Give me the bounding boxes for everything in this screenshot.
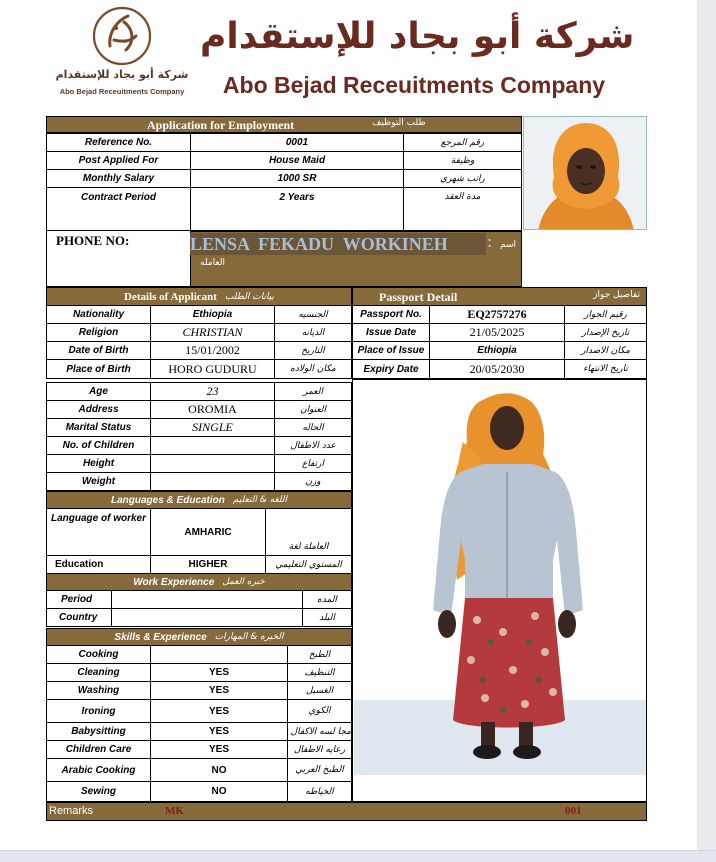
languages-header [46, 491, 352, 509]
skill-arabic-cooking-value: NO [150, 758, 288, 782]
age-label-ar: العمر [274, 382, 352, 401]
children-value [150, 436, 275, 455]
remarks-number: 001 [565, 805, 582, 817]
languages-title-ar: اللغه & التعليم [232, 495, 288, 505]
place-issue-label: Place of Issue [352, 341, 430, 360]
skill-ironing-value: YES [150, 699, 288, 723]
applicant-title-ar: بيانات الطلب [224, 291, 274, 302]
age-value: 23 [150, 382, 275, 401]
nationality-label: Nationality [46, 305, 151, 324]
work-header [46, 573, 352, 591]
work-title-ar: خبره العمل [222, 577, 265, 587]
applicant-header [46, 287, 352, 306]
header-logo [52, 2, 192, 100]
dob-label-ar: التاريخ [274, 341, 352, 360]
education-value: HIGHER [150, 555, 266, 574]
weight-label: Weight [46, 472, 151, 491]
religion-value: CHRISTIAN [150, 323, 275, 342]
remarks-label: Remarks [49, 805, 94, 817]
language-value: AMHARIC [150, 508, 266, 556]
religion-label: Religion [46, 323, 151, 342]
skill-childcare-value: YES [150, 740, 288, 759]
skill-sewing-value: NO [150, 781, 288, 802]
skill-cooking-label: Cooking [46, 645, 151, 664]
place-issue-value: Ethiopia [429, 341, 565, 360]
scrollbar[interactable] [697, 0, 716, 850]
weight-label-ar: وزن [274, 472, 352, 491]
skills-title: Skills & Experience [114, 631, 207, 643]
applicant-headshot [523, 116, 647, 230]
nationality-value: Ethiopia [150, 305, 275, 324]
application-title: Application for Employment [147, 118, 295, 132]
contract-value: 2 Years [190, 187, 404, 231]
salary-label: Monthly Salary [46, 169, 191, 188]
salary-label-ar: راتب شهري [403, 169, 522, 188]
country-value [111, 608, 303, 627]
skill-arabic-cooking-label: Arabic Cooking [46, 758, 151, 782]
age-label: Age [46, 382, 151, 401]
skill-childcare-label-ar: رعايه الاطفال [287, 740, 352, 759]
expiry-label: Expiry Date [352, 359, 430, 379]
skill-ironing-label: Ironing [46, 699, 151, 723]
dob-value: 15/01/2002 [150, 341, 275, 360]
skill-arabic-cooking-label-ar: الطبخ العربي [287, 758, 352, 782]
skill-babysitting-label: Babysitting [46, 722, 151, 741]
ref-label: Reference No. [46, 133, 191, 152]
remarks-code: MK [165, 805, 184, 817]
height-label-ar: ارتفاع [274, 454, 352, 473]
nationality-label-ar: الجنسيه [274, 305, 352, 324]
address-label-ar: العنوان [274, 400, 352, 419]
post-label: Post Applied For [46, 151, 191, 170]
education-label-ar: المستوي التعليمي [265, 555, 352, 574]
skill-washing-label: Washing [46, 681, 151, 700]
dob-label: Date of Birth [46, 341, 151, 360]
contract-label-ar: مدة العقد [403, 187, 522, 231]
place-issue-label-ar: مكان الاصدار [564, 341, 647, 360]
passport-no-value: EQ2757276 [429, 305, 565, 324]
marital-label-ar: الحاله [274, 418, 352, 437]
religion-label-ar: الديانه [274, 323, 352, 342]
status-bar [0, 850, 716, 862]
pob-value: HORO GUDURU [150, 359, 275, 379]
expiry-value: 20/05/2030 [429, 359, 565, 379]
education-label: Education [46, 555, 151, 574]
marital-value: SINGLE [150, 418, 275, 437]
passport-title: Passport Detail [379, 290, 458, 304]
skill-cleaning-label-ar: التنظيف [287, 663, 352, 682]
period-label-ar: المده [302, 590, 352, 609]
skill-babysitting-value: YES [150, 722, 288, 741]
skills-header [46, 628, 352, 646]
skill-cleaning-label: Cleaning [46, 663, 151, 682]
skill-cooking-value [150, 645, 288, 664]
post-value: House Maid [190, 151, 404, 170]
skills-title-ar: الخبره & المهارات [214, 632, 284, 642]
passport-no-label-ar: رقيم الجواز [564, 305, 647, 324]
application-title-bar [46, 116, 522, 133]
pob-label: Place of Birth [46, 359, 151, 379]
work-title: Work Experience [133, 576, 215, 588]
worker-name-label-ar2: العامله [200, 258, 225, 268]
country-label-ar: البلد [302, 608, 352, 627]
issue-date-label: Issue Date [352, 323, 430, 342]
passport-header [352, 287, 647, 306]
country-label: Country [46, 608, 112, 627]
skill-sewing-label: Sewing [46, 781, 151, 802]
language-label: Language of worker [46, 508, 151, 556]
company-logo-icon [52, 2, 192, 74]
address-value: OROMIA [150, 400, 275, 419]
ref-value: 0001 [190, 133, 404, 152]
skill-sewing-label-ar: الخياطه [287, 781, 352, 802]
skill-washing-value: YES [150, 681, 288, 700]
address-label: Address [46, 400, 151, 419]
children-label: No. of Children [46, 436, 151, 455]
worker-name-label-ar: اسم [500, 240, 517, 250]
expiry-label-ar: تاريخ الانتهاء [564, 359, 647, 379]
logo-english-text: Abo Bejad Receuitments Company [59, 87, 185, 96]
ref-label-ar: رقم المرجع [403, 133, 522, 152]
logo-arabic-text: شركة أبو بجاد للإستقدام [55, 68, 189, 81]
applicant-title: Details of Applicant [124, 290, 217, 303]
period-label: Period [46, 590, 112, 609]
skill-cooking-label-ar: الطبخ [287, 645, 352, 664]
post-label-ar: وظيفة [403, 151, 522, 170]
weight-value [150, 472, 275, 491]
worker-name-colon: : [487, 234, 493, 251]
remarks-bar [46, 802, 647, 821]
applicant-full-photo [352, 379, 647, 802]
height-value [150, 454, 275, 473]
passport-no-label: Passport No. [352, 305, 430, 324]
skill-ironing-label-ar: الكوي [287, 699, 352, 723]
application-title-ar: طلب التوظيف [372, 118, 426, 128]
skill-washing-label-ar: الغسيل [287, 681, 352, 700]
skill-cleaning-value: YES [150, 663, 288, 682]
marital-label: Marital Status [46, 418, 151, 437]
issue-date-value: 21/05/2025 [429, 323, 565, 342]
contract-label: Contract Period [46, 187, 191, 231]
children-label-ar: عدد الاطفال [274, 436, 352, 455]
languages-title: Languages & Education [110, 494, 225, 506]
language-label-ar: العاملة لغة [265, 508, 352, 556]
skill-babysitting-label-ar: مجا لسه الاكفال [287, 722, 352, 741]
company-name-arabic: شركة أبو بجاد للإستقدام [200, 16, 635, 57]
period-value [111, 590, 303, 609]
height-label: Height [46, 454, 151, 473]
passport-title-ar: تفاصيل جواز [593, 290, 640, 300]
worker-name: LENSA FEKADU WORKINEH [190, 233, 486, 255]
pob-label-ar: مكان الولاده [274, 359, 352, 379]
skill-childcare-label: Children Care [46, 740, 151, 759]
phone-label: PHONE NO: [56, 233, 130, 248]
issue-date-label-ar: تاريخ الإصدار [564, 323, 647, 342]
company-name-english: Abo Bejad Receuitments Company [222, 72, 606, 98]
salary-value: 1000 SR [190, 169, 404, 188]
